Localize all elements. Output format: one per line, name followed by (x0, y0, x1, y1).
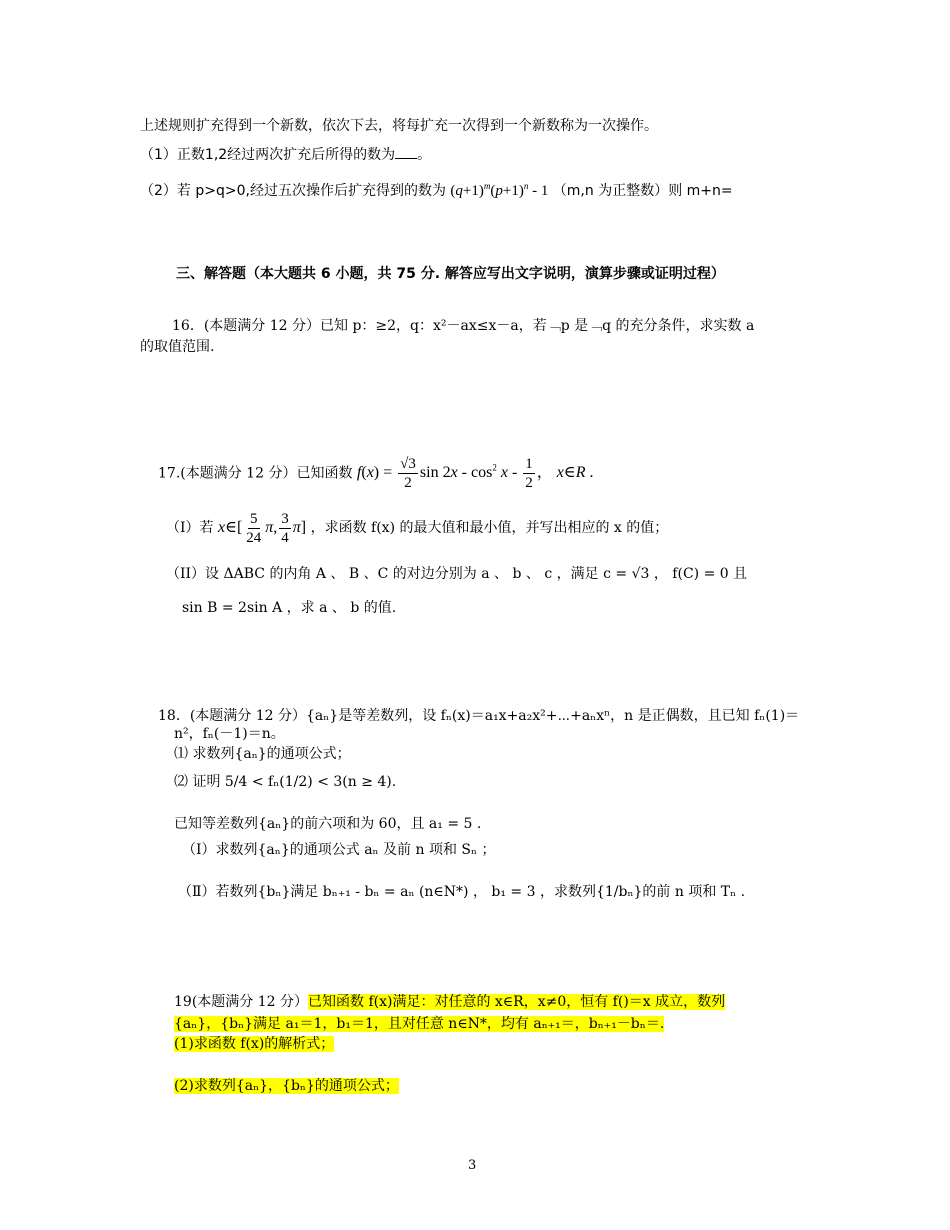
q17-stem (158, 450, 594, 492)
part-2-text-end: （m,n 为正整数）则 m+n= (552, 183, 733, 199)
q17-interval: x∈[ $\frac{5}{24}$ π, $\frac{3}{4}$ π] (217, 510, 307, 546)
q16-line-2: 的取值范围. (140, 339, 215, 355)
q18-part-1: ⑴ 求数列{aₙ}的通项公式； (174, 746, 351, 762)
q16-line-1: 16．(本题满分 12 分）已知 p：≥2，q：x²－ax≤x－a，若﹁p 是﹁q 的充分条件，求实数 a (172, 318, 755, 334)
q19-part-1 (174, 1034, 334, 1054)
q19-line-2 (174, 1014, 664, 1034)
q17-part-ii-line-2: sin B = 2sin A ，求 a 、 b 的值. (182, 600, 397, 616)
part-1-text: （1）正数1,2经过两次扩充后所得的数为 (140, 147, 396, 163)
section-heading: 三、解答题（本大题共 6 小题，共 75 分. 解答应写出文字说明，演算步骤或证明过程） (176, 266, 725, 282)
page-number: 3 (468, 1158, 477, 1173)
q18-line-1: 18．(本题满分 12 分）{aₙ}是等差数列，设 fₙ(x)＝a₁x+a₂x²+⋯+aₙxⁿ，n 是正偶数，且已知 fₙ(1)＝ (158, 708, 800, 724)
part-2-formula: $(q+1)^m(p+1)^n - 1$ (450, 181, 549, 199)
part-2-text: （2）若 p>q>0,经过五次操作后扩充得到的数为 (140, 183, 446, 199)
q18-b-intro: 已知等差数列{aₙ}的前六项和为 60，且 a₁ = 5 . (174, 816, 482, 832)
q17-part-ii-line-1: （II）设 ΔABC 的内角 A 、 B 、C 的对边分别为 a 、 b 、 c ，满足 c = √3 ， f(C) = 0 且 (166, 566, 748, 582)
q19-highlight-2: {aₙ}，{bₙ}满足 a₁＝1，b₁＝1，且对任意 n∈N*，均有 aₙ₊₁＝，bₙ₊₁－bₙ＝. (174, 1016, 665, 1032)
answer-blank (395, 144, 417, 159)
part-2 (140, 176, 733, 201)
q19-part-2-text: (2)求数列{aₙ}，{bₙ}的通项公式； (174, 1078, 399, 1094)
q19-part-1-text: (1)求函数 f(x)的解析式； (174, 1036, 335, 1052)
intro-text: 上述规则扩充得到一个新数，依次下去，将每扩充一次得到一个新数称为一次操作。 (140, 118, 658, 134)
q17-i-rest: ，求函数 f(x) 的最大值和最小值，并写出相应的 x 的值； (310, 520, 669, 536)
q18-b-part-i: （Ⅰ）求数列{aₙ}的通项公式 aₙ 及前 n 项和 Sₙ ； (182, 842, 496, 858)
q17-part-i (166, 508, 668, 548)
q17-i-lead: （I）若 (166, 520, 214, 536)
q19-highlight-1: 已知函数 f(x)满足：对任意的 x∈R，x≠0，恒有 f()＝x 成立，数列 (308, 994, 726, 1010)
q18-b-part-ii: （Ⅱ）若数列{bₙ}满足 bₙ₊₁ - bₙ = aₙ (n∈N*) ， b₁ = 3 ，求数列{1/bₙ}的前 n 项和 Tₙ . (178, 884, 746, 900)
q17-lead: 17.(本题满分 12 分）已知函数 (158, 465, 353, 482)
q19-line-1 (174, 992, 725, 1012)
q18-line-2: n²，fₙ(－1)＝n。 (174, 726, 285, 742)
part-1-end: 。 (417, 147, 432, 163)
q19-lead: 19(本题满分 12 分） (174, 994, 308, 1010)
q19-part-2 (174, 1076, 399, 1096)
q17-function: f(x) = $\frac{√3}{2}$ $\sin 2x - \cos^2 x$ - $\frac{1}{2}$ ， x∈R . (356, 456, 594, 492)
q18-part-2: ⑵ 证明 5/4 < fₙ(1/2) < 3(n ≥ 4). (174, 774, 397, 790)
part-1 (140, 144, 431, 165)
